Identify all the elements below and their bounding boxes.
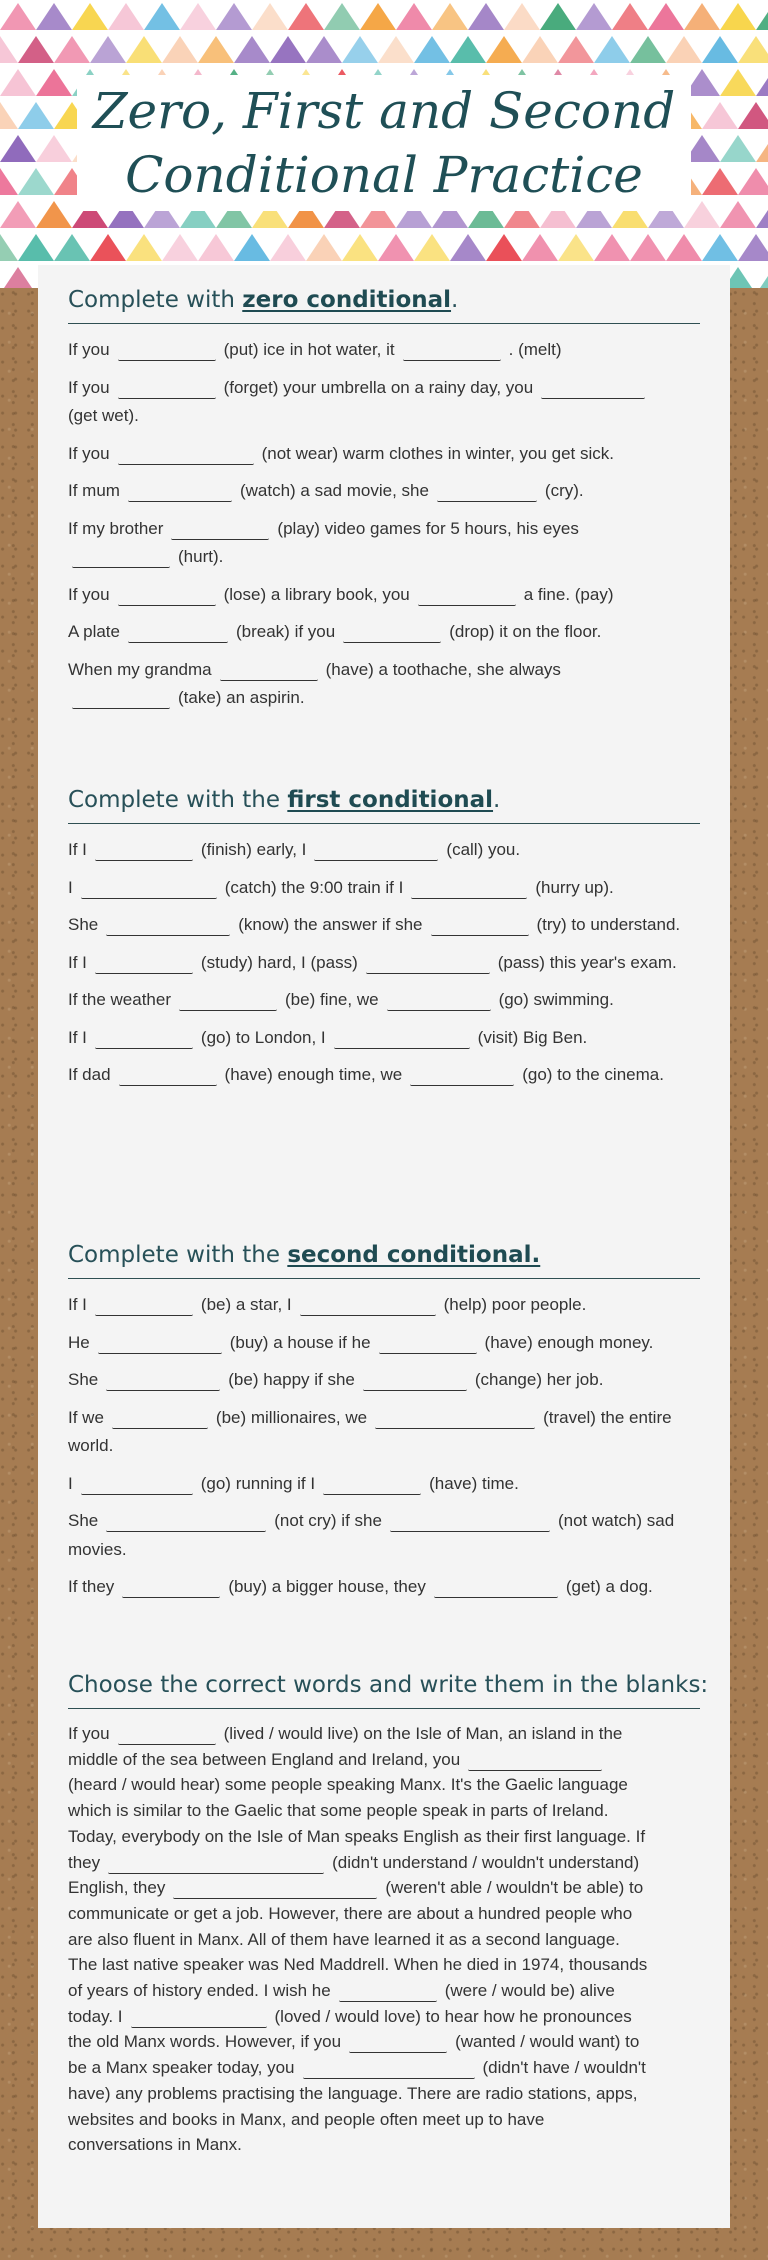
answer-blank[interactable]	[339, 1983, 437, 2002]
para-text: (lived / would live) on the Isle of Man, an island in the	[223, 1724, 623, 1743]
row-text: If you	[68, 443, 110, 463]
page-title-line-1: Zero, First and Second	[92, 82, 676, 140]
para-text: be a Manx speaker today, you	[68, 2058, 295, 2078]
row-text: I	[68, 1473, 73, 1493]
row-text: (buy) a bigger house, they	[228, 1577, 426, 1596]
section-heading	[68, 785, 700, 824]
answer-blank[interactable]	[431, 917, 529, 936]
para-text: conversations in Manx.	[68, 2135, 242, 2155]
para-text: are also fluent in Manx. All of them have learned it as a second language.	[68, 1929, 620, 1949]
exercise-row	[68, 618, 700, 647]
row-text: If you	[68, 377, 110, 397]
section-heading	[68, 1240, 700, 1279]
heading-emphasis: first conditional	[287, 787, 494, 813]
row-text: If you	[68, 340, 110, 359]
answer-blank[interactable]	[300, 1297, 436, 1316]
section-heading: Choose the correct words and write them in the blanks:	[68, 1670, 700, 1709]
para-text: have) any problems practising the language. There are radio stations, apps,	[68, 2083, 638, 2103]
answer-blank[interactable]	[131, 2009, 267, 2028]
answer-blank[interactable]	[349, 2034, 447, 2053]
row-text: If the weather	[68, 990, 172, 1009]
row-text: (get wet).	[68, 406, 139, 425]
exercise-row	[68, 874, 700, 903]
row-text: If I	[68, 1295, 87, 1314]
exercise-row	[68, 949, 700, 978]
exercise-row	[68, 1061, 700, 1090]
row-text: If I	[68, 1027, 87, 1047]
para-text: (wanted / would want) to	[455, 2032, 640, 2052]
answer-blank[interactable]	[375, 1410, 535, 1429]
answer-blank[interactable]	[314, 842, 438, 861]
row-text: (be) happy if she	[228, 1370, 355, 1389]
row-text: (drop) it on the floor.	[449, 622, 602, 641]
row-text: (know) the answer if she	[238, 915, 423, 934]
answer-blank[interactable]	[366, 955, 490, 974]
answer-blank[interactable]	[118, 587, 216, 606]
row-text: If my brother	[68, 518, 164, 538]
exercise-row	[68, 336, 700, 365]
row-text: (travel) the entire world.	[68, 1407, 672, 1455]
answer-blank[interactable]	[95, 955, 193, 974]
row-text: (get) a dog.	[565, 1577, 653, 1596]
row-text: (be) millionaires, we	[215, 1407, 368, 1427]
row-text: She	[68, 1370, 99, 1389]
row-text: A plate	[68, 622, 120, 641]
answer-blank[interactable]	[403, 342, 501, 361]
para-text: (weren't able / wouldn't be able) to	[385, 1878, 644, 1898]
answer-blank[interactable]	[390, 1513, 550, 1532]
answer-blank[interactable]	[95, 842, 193, 861]
answer-blank[interactable]	[468, 1752, 602, 1771]
row-text: (be) a star, I	[200, 1295, 292, 1314]
answer-blank[interactable]	[437, 483, 537, 502]
answer-blank[interactable]	[95, 1297, 193, 1316]
row-text: I	[68, 877, 73, 897]
section-choose-words	[68, 1670, 709, 2158]
row-text: (not wear) warm clothes in winter, you get sick.	[261, 443, 615, 463]
para-text: middle of the sea between England and Ireland, you	[68, 1749, 461, 1769]
para-text: they	[68, 1852, 101, 1872]
exercise-row	[68, 581, 700, 610]
row-text: (not cry) if she	[274, 1511, 382, 1530]
heading-prefix: Complete with	[68, 287, 243, 313]
exercise-row	[68, 656, 700, 713]
para-text: The last native speaker was Ned Maddrell. When he died in 1974, thousands	[68, 1955, 648, 1975]
paragraph-text	[68, 1721, 700, 2158]
row-text: (have) enough money.	[484, 1332, 654, 1352]
para-text: today. I	[68, 2006, 123, 2026]
row-text: (go) running if I	[200, 1473, 316, 1493]
answer-blank[interactable]	[179, 992, 277, 1011]
heading-emphasis: second conditional.	[287, 1242, 541, 1268]
answer-blank[interactable]	[128, 483, 232, 502]
row-text: If mum	[68, 481, 120, 500]
row-text: (have) time.	[429, 1473, 519, 1493]
answer-blank[interactable]	[434, 1579, 558, 1598]
answer-blank[interactable]	[108, 1855, 324, 1874]
row-text: (be) fine, we	[285, 990, 379, 1009]
row-text: When my grandma	[68, 659, 212, 679]
answer-blank[interactable]	[95, 1030, 193, 1049]
row-text: (put) ice in hot water, it	[223, 340, 395, 359]
exercise-row	[68, 1366, 700, 1395]
answer-blank[interactable]	[81, 880, 217, 899]
answer-blank[interactable]	[106, 1372, 220, 1391]
para-text: If you	[68, 1724, 110, 1743]
row-text: (pass) this year's exam.	[497, 952, 677, 972]
row-text: (go) swimming.	[498, 990, 614, 1009]
section-heading	[68, 285, 700, 324]
answer-blank[interactable]	[387, 992, 491, 1011]
row-text: (call) you.	[446, 840, 521, 859]
row-text: (take) an aspirin.	[178, 688, 305, 707]
para-text: (loved / would love) to hear how he pronounces	[274, 2006, 632, 2026]
answer-blank[interactable]	[118, 342, 216, 361]
answer-blank[interactable]	[118, 1726, 216, 1745]
para-text: of years of history ended. I wish he	[68, 1981, 331, 2001]
row-text: (not watch) sad movies.	[68, 1511, 675, 1559]
exercise-row	[68, 836, 700, 865]
row-text: (help) poor people.	[443, 1295, 587, 1314]
row-text: (finish) early, I	[200, 840, 307, 859]
para-text: Today, everybody on the Isle of Man speaks English as their first language. If	[68, 1826, 646, 1846]
row-text: If we	[68, 1407, 104, 1427]
row-text: (visit) Big Ben.	[477, 1027, 588, 1047]
answer-blank[interactable]	[106, 1513, 266, 1532]
exercise-row	[68, 515, 700, 572]
heading-emphasis: zero conditional	[242, 287, 452, 313]
row-text: (have) a toothache, she always	[325, 659, 561, 679]
para-text: (heard / would hear) some people speaking Manx. It's the Gaelic language	[68, 1775, 628, 1795]
section-first-conditional	[68, 785, 700, 1099]
answer-blank[interactable]	[363, 1372, 467, 1391]
row-text: (hurry up).	[535, 877, 614, 897]
para-text: the old Manx words. However, if you	[68, 2032, 342, 2052]
row-text: She	[68, 915, 99, 934]
row-text: (go) to the cinema.	[522, 1065, 664, 1084]
exercise-row	[68, 1573, 700, 1602]
page-title-line-2: Conditional Practice	[125, 146, 643, 204]
answer-blank[interactable]	[72, 690, 170, 709]
row-text: If dad	[68, 1065, 111, 1084]
para-text: communicate or get a job. However, there are about a hundred people who	[68, 1903, 633, 1923]
header-banner	[0, 0, 768, 288]
para-text: websites and books in Manx, and people often meet up to have	[68, 2109, 545, 2129]
answer-blank[interactable]	[112, 1410, 208, 1429]
exercise-row	[68, 1404, 700, 1461]
exercise-row	[68, 1470, 700, 1499]
exercise-row	[68, 1291, 700, 1320]
row-text: (have) enough time, we	[224, 1065, 403, 1084]
row-text: (cry).	[544, 481, 584, 500]
answer-blank[interactable]	[98, 1335, 222, 1354]
answer-blank[interactable]	[118, 446, 254, 465]
answer-blank[interactable]	[173, 1880, 377, 1899]
exercise-row	[68, 911, 700, 940]
answer-blank[interactable]	[541, 380, 645, 399]
answer-blank[interactable]	[418, 587, 516, 606]
row-text: (watch) a sad movie, she	[239, 481, 429, 500]
para-text: (didn't understand / wouldn't understand)	[332, 1852, 640, 1872]
row-text: a fine. (pay)	[523, 584, 614, 604]
row-text: (buy) a house if he	[229, 1332, 371, 1352]
row-text: (break) if you	[236, 622, 336, 641]
title-box	[77, 75, 691, 211]
answer-blank[interactable]	[118, 380, 216, 399]
answer-blank[interactable]	[122, 1579, 220, 1598]
row-text: She	[68, 1511, 99, 1530]
exercise-row	[68, 986, 700, 1015]
exercise-row	[68, 1329, 700, 1358]
answer-blank[interactable]	[171, 521, 269, 540]
exercise-row	[68, 440, 700, 469]
para-text: which is similar to the Gaelic that some people speak in parts of Ireland.	[68, 1801, 609, 1821]
heading-prefix: Complete with the	[68, 1242, 288, 1268]
para-text: (didn't have / wouldn't	[482, 2058, 646, 2078]
row-text: . (melt)	[508, 340, 562, 359]
row-text: (hurt).	[178, 547, 224, 566]
para-text: English, they	[68, 1878, 166, 1898]
row-text: If I	[68, 840, 87, 859]
section-second-conditional	[68, 1240, 700, 1611]
exercise-row	[68, 374, 700, 431]
worksheet-panel	[38, 265, 730, 2228]
row-text: (forget) your umbrella on a rainy day, you	[223, 377, 534, 397]
row-text: (catch) the 9:00 train if I	[224, 877, 404, 897]
row-text: If you	[68, 584, 110, 604]
answer-blank[interactable]	[119, 1067, 217, 1086]
answer-blank[interactable]	[220, 662, 318, 681]
answer-blank[interactable]	[411, 880, 527, 899]
answer-blank[interactable]	[128, 624, 228, 643]
row-text: If they	[68, 1577, 115, 1596]
heading-prefix: Complete with the	[68, 787, 288, 813]
exercise-row	[68, 1024, 700, 1053]
row-text: (study) hard, I (pass)	[200, 952, 358, 972]
answer-blank[interactable]	[81, 1476, 193, 1495]
row-text: (change) her job.	[474, 1370, 604, 1389]
row-text: (try) to understand.	[536, 915, 681, 934]
answer-blank[interactable]	[410, 1067, 514, 1086]
heading-suffix: .	[493, 787, 501, 813]
answer-blank[interactable]	[106, 917, 230, 936]
exercise-row	[68, 1507, 700, 1564]
answer-blank[interactable]	[72, 549, 170, 568]
row-text: He	[68, 1332, 90, 1352]
row-text: (play) video games for 5 hours, his eyes	[277, 518, 579, 538]
answer-blank[interactable]	[303, 2060, 475, 2079]
answer-blank[interactable]	[343, 624, 441, 643]
row-text: If I	[68, 952, 87, 972]
exercise-row	[68, 477, 700, 506]
row-text: (lose) a library book, you	[223, 584, 410, 604]
para-text: (were / would be) alive	[444, 1981, 615, 2001]
row-text: (go) to London, I	[200, 1027, 326, 1047]
section-zero-conditional	[68, 285, 700, 722]
answer-blank[interactable]	[379, 1335, 477, 1354]
answer-blank[interactable]	[334, 1030, 470, 1049]
answer-blank[interactable]	[323, 1476, 421, 1495]
heading-suffix: .	[451, 287, 459, 313]
